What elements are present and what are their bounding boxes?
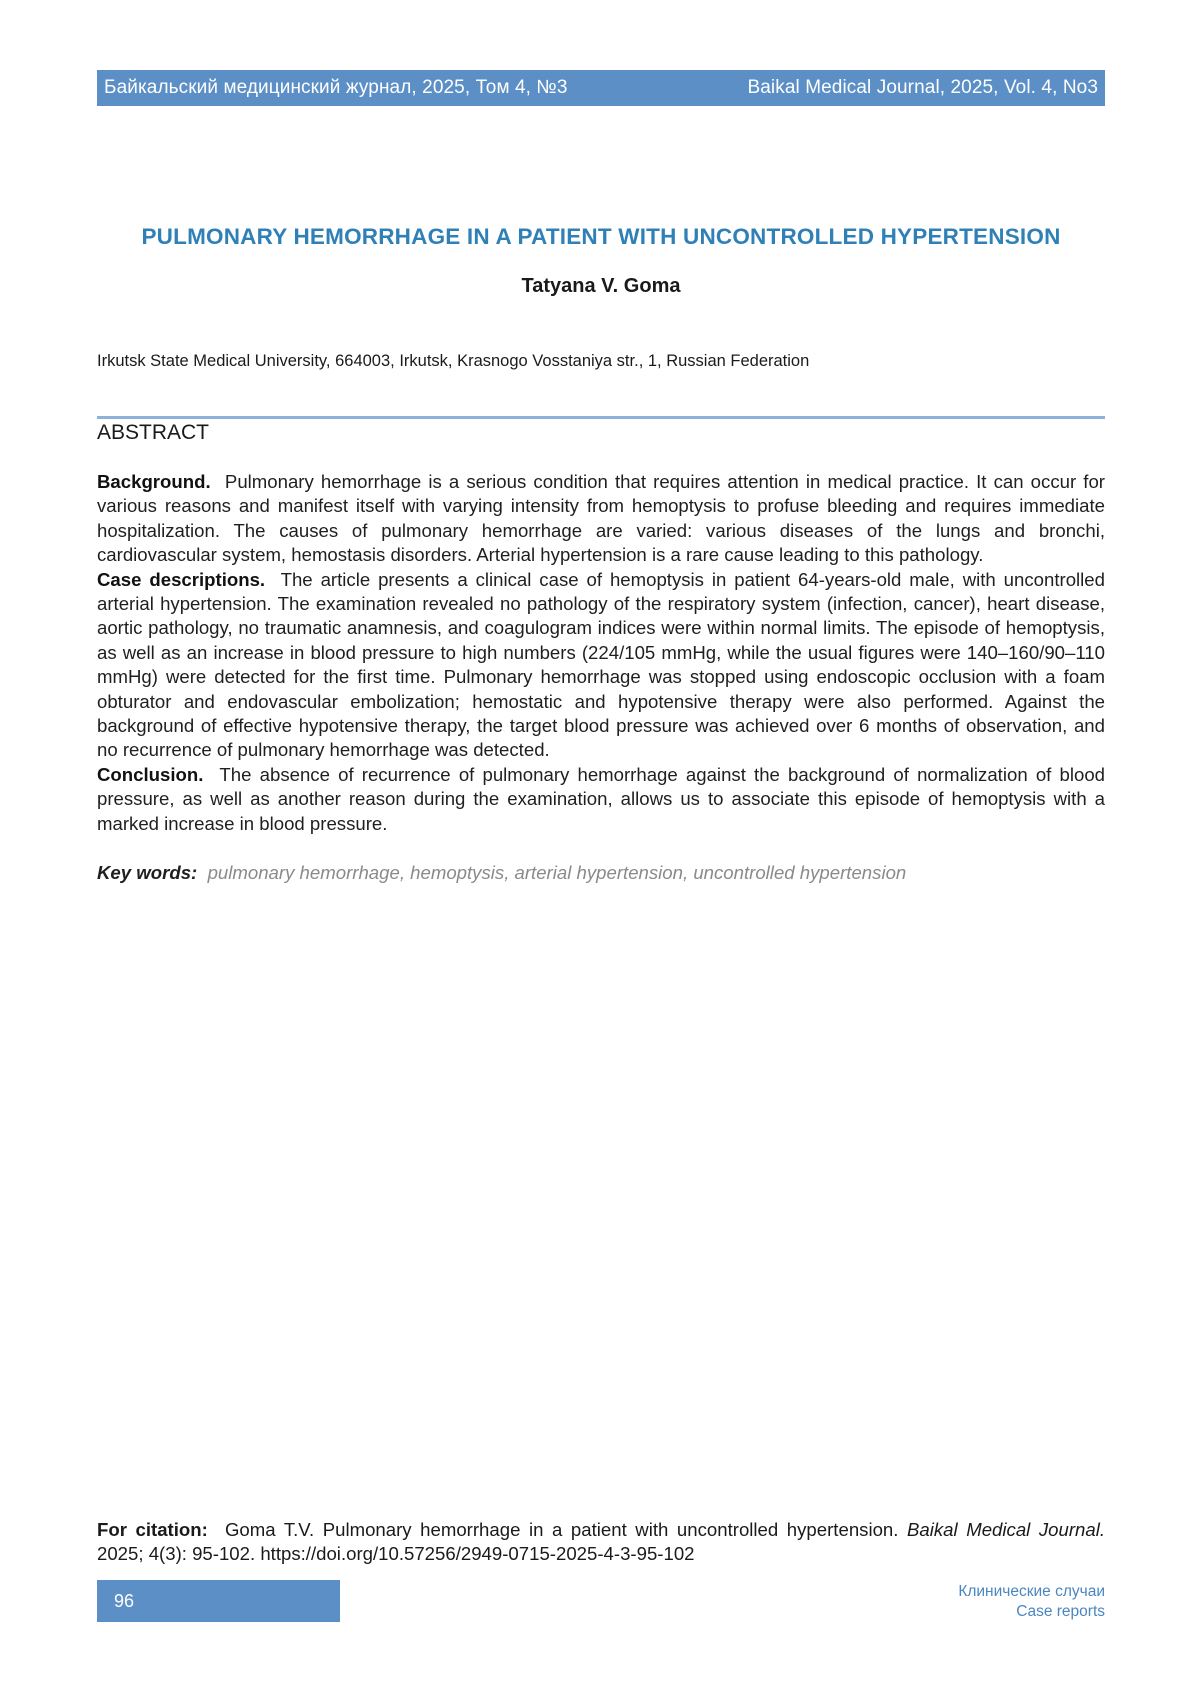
running-header <box>97 70 1105 106</box>
keywords-label: Key words: <box>97 862 197 883</box>
running-header-right: Baikal Medical Journal, 2025, Vol. 4, No3 <box>747 77 1098 99</box>
background-text: Pulmonary hemorrhage is a serious condition that requires attention in medical practice. It can occur for various reasons and manifest itself with varying intensity from hemoptysis to profuse bleeding and requires imme­diate hospitalization. The causes of pulmonary hemorrhage are varied: various diseases of the lungs and bronchi, cardiovascular system, hemostasis disorders. Arterial hypertension is a rare cause leading to this pathology. <box>97 471 1105 565</box>
keywords <box>97 862 1105 884</box>
citation-label: For citation: <box>97 1519 208 1540</box>
citation-details: 2025; 4(3): 95-102. https://doi.org/10.57256/2949-0715-2025-4-3-95-102 <box>97 1543 695 1564</box>
running-header-left: Байкальский медицинский журнал, 2025, Том 4, №3 <box>104 77 568 99</box>
page-number: 96 <box>114 1591 134 1612</box>
article-author: Tatyana V. Goma <box>97 275 1105 298</box>
citation-journal: Baikal Medical Jour­nal. <box>907 1519 1105 1540</box>
abstract-body <box>97 470 1105 836</box>
section-label-en: Case reports <box>958 1602 1105 1622</box>
case-label: Case descriptions. <box>97 569 265 590</box>
abstract-background <box>97 470 1105 568</box>
section-divider <box>97 416 1105 419</box>
abstract-heading: ABSTRACT <box>97 421 209 445</box>
background-label: Background. <box>97 471 211 492</box>
section-label-ru: Клинические случаи <box>958 1582 1105 1602</box>
citation <box>97 1518 1105 1567</box>
conclusion-label: Conclusion. <box>97 764 203 785</box>
citation-text: Goma T.V. Pulmonary hemorrhage in a patient with uncontrolled hypertension. <box>225 1519 898 1540</box>
author-affiliation: Irkutsk State Medical University, 664003, Irkutsk, Krasnogo Vosstaniya str., 1, Russian Federation <box>97 352 1105 371</box>
abstract-case <box>97 568 1105 763</box>
section-label <box>958 1582 1105 1622</box>
article-title: PULMONARY HEMORRHAGE IN A PATIENT WITH UNCONTROLLED HYPERTENSION <box>97 224 1105 250</box>
abstract-conclusion <box>97 763 1105 836</box>
conclusion-text: The absence of recurrence of pulmonary hemorrhage against the background of normalization of blood pressure, as well as another reason during the examination, allows us to associate this episode of hemoptysis with a marked increase in blood pressure. <box>97 764 1105 834</box>
page-number-box <box>97 1580 340 1622</box>
case-text: The article presents a clinical case of hemoptysis in patient 64-years-old male, with uncontrolled arterial hypertension. The examination revealed no pathology of the respiratory system (infection, cancer), heart dis­ease, aortic pathology, no traumatic anamnesis, and coagulogram indices were within normal limits. The episode of hemoptysis, as well as an increase in blood pressure to high numbers (224/105 mmHg, while the usual figures were 140–160/90–110 mmHg) were detected for the first time. Pulmonary hemorrhage was stopped using endo­scopic occlusion with a foam obturator and endovascular embolization; hemostatic and hypotensive therapy were also performed. Against the background of effective hypotensive therapy, the target blood pressure was achieved over 6 months of observation, and no recurrence of pulmonary hemorrhage was detected. <box>97 569 1105 761</box>
keywords-text: pulmonary hemorrhage, hemoptysis, arterial hypertension, uncontrolled hypertension <box>208 862 907 883</box>
